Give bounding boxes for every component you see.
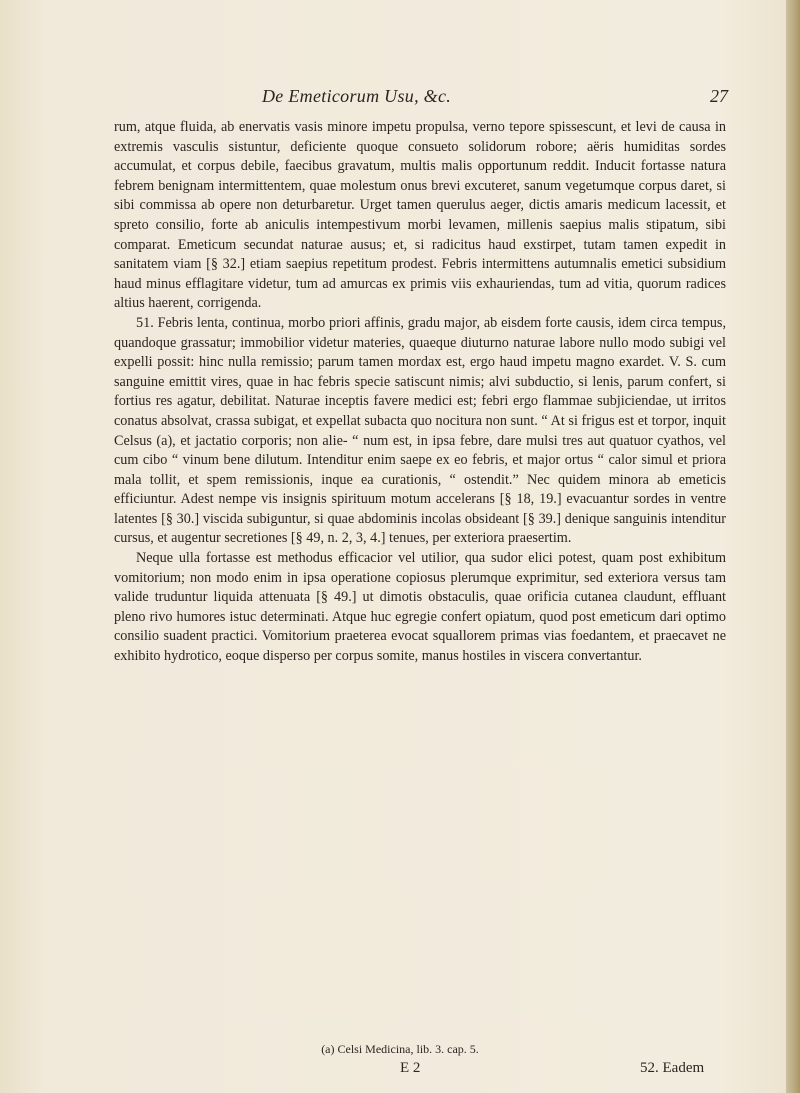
running-title: De Emeticorum Usu, &c.	[262, 86, 452, 106]
signature-mark: E 2	[400, 1060, 421, 1076]
page-header	[0, 82, 800, 112]
paragraph-continued: rum, atque fluida, ab enervatis vasis minore impetu propulsa, verno tepore spissescunt, et levi de causa in extremis vasculis sistuntur, deficiente quoque consueto solidorum robore; aëris humiditas sordes accumulat, et corpus debile, faecibus gravatum, multis malis opportunum reddit. Inducit fortasse natura febrem benignam intermittentem, quae molestum onus brevi excuteret, sanum vegetumque corpus daret, si sibi commissa ab opere non deturbaretur. Urget tamen querulus aeger, dictis amaris medicum lacessit, et spreto consilio, forte ab aniculis intempestivum morbi levamen, millenis saepius malis stipatum, sibi comparat. Emeticum secundat naturae ausus; et, si radicitus haud exstirpet, tutam tamen expedit in sanitatem viam [§ 32.] etiam saepius repetitum prodest. Febris intermittens autumnalis emetici subsidium haud minus efflagitare videtur, tum ad amurcas ex primis viis exhauriendas, tum ad vitia, quorum radices altius haerent, corrigenda.	[114, 119, 726, 312]
paragraph-51: 51. Febris lenta, continua, morbo priori affinis, gradu major, ab eisdem forte causis, idem circa tempus, quandoque grassatur; immobilior videtur materies, quaeque diuturno naturae labore nullo modo subigi vel expelli possit: hinc nulla remissio; parum tamen mordax est, ergo haud impetu magno exardet. V. S. cum sanguine emittit vires, quae in hac febris specie satiscunt nimis; alvi subductio, si lenis, parum confert, si fortius res agatur, debilitat. Naturae inceptis favere medici est; febri ergo flammae subjiciendae, ut irritos conatus absolvat, crassa subigat, et expellat subacta quo nocitura non sunt. “ At si frigus est et torpor, inquit Celsus (a), et jactatio corporis; non alie- “ num est, in ipsa febre, dare mulsi tres aut quatuor cyathos, vel cum cibo “ vinum bene dilutum. Intenditur enim saepe ex eo febris, et major ortus “ calor simul et priora mala tollit, et spem remissionis, inque ea curationis, “ ostendit.” Nec quidem minora ab emeticis efficiuntur. Adest nempe vis insignis spirituum motum accelerans [§ 18, 19.] evacuantur sordes in ventre latentes [§ 30.] viscida subiguntur, si quae abdominis incolas obsideant [§ 39.] denique sanguinis intenditur cursus, et augentur secretiones [§ 49, n. 2, 3, 4.] tenues, per exteriora praesertim.	[114, 314, 726, 547]
body-text	[114, 118, 726, 667]
catchword: 52. Eadem	[640, 1060, 705, 1076]
paragraph-neque: Neque ulla fortasse est methodus efficacior vel utilior, qua sudor elici potest, quam post exhibitum vomitorium; non modo enim in ipsa operatione copiosus plerumque exprimitur, sed exteriora versus tam valide truduntur liquida attenuata [§ 49.] ut dimotis obstaculis, quae orificia cutanea claudunt, effluant pleno rivo humores istuc determinati. Atque huc egregie confert opiatum, quod post emeticum dari optimo consilio suadent practici. Vomitorium praeterea evocat squallorem primas vias foedantem, et praecavet ne exhibito hydrotico, eoque disperso per corpus somite, manus hostiles in viscera convertantur.	[114, 550, 726, 665]
page-number: 27	[710, 86, 728, 106]
page-edge-shadow	[786, 0, 800, 1093]
page-footer	[0, 1060, 800, 1084]
footnote: (a) Celsi Medicina, lib. 3. cap. 5.	[321, 1042, 479, 1056]
